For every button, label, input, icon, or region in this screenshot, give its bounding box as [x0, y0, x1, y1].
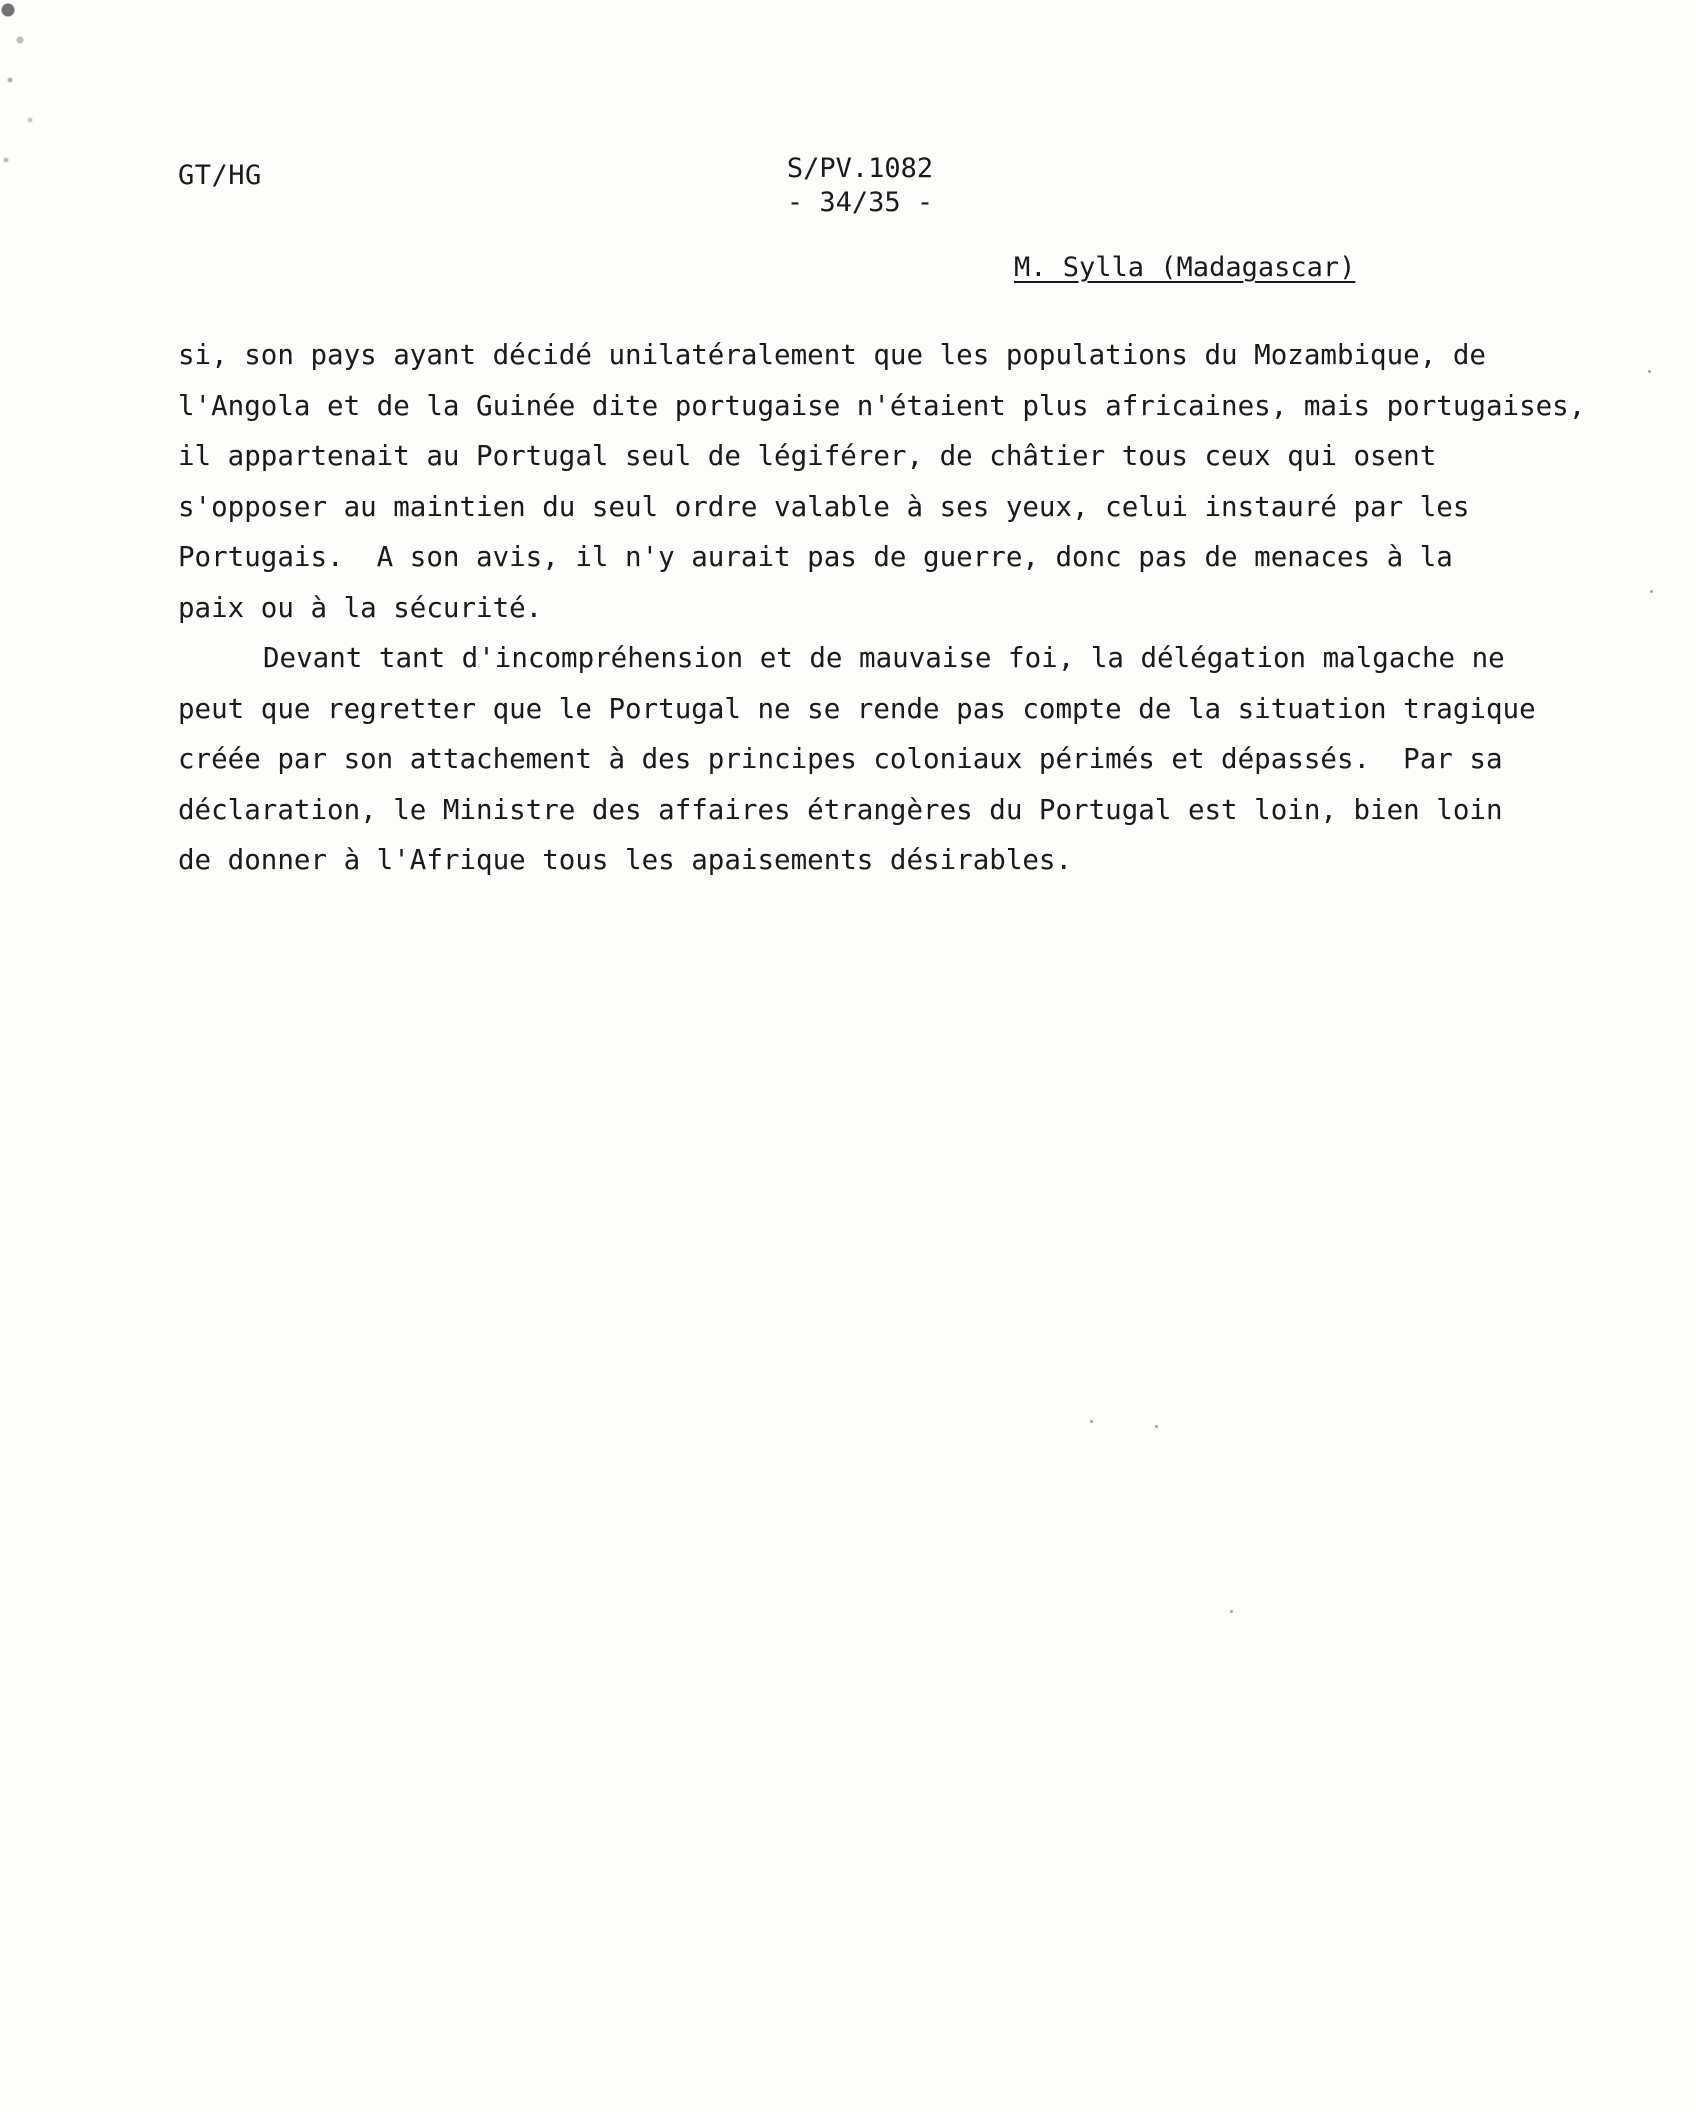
paragraph-line: peut que regretter que le Portugal ne se rende pas compte de la situation tragique [178, 692, 1536, 725]
document-body [178, 330, 1586, 886]
paragraph-line: créée par son attachement à des principes coloniaux périmés et dépassés. Par sa [178, 743, 1503, 775]
paragraph-line: Portugais. A son avis, il n'y aurait pas de guerre, donc pas de menaces à la [178, 541, 1453, 573]
header-reference: GT/HG [178, 160, 262, 191]
paragraph-line: l'Angola et de la Guinée dite portugaise n'étaient plus africaines, mais portugaises, [178, 389, 1586, 422]
scan-speck [1090, 1420, 1093, 1423]
paragraph-2 [178, 633, 1578, 886]
paragraph-line: déclaration, le Ministre des affaires étrangères du Portugal est loin, bien loin [178, 793, 1503, 826]
paragraph-line: il appartenait au Portugal seul de légiférer, de châtier tous ceux qui osent [178, 440, 1437, 472]
paragraph-1 [178, 330, 1586, 633]
paragraph-line: s'opposer au maintien du seul ordre valable à ses yeux, celui instauré par les [178, 490, 1470, 523]
speaker-name: M. Sylla (Madagascar) [1014, 252, 1356, 283]
scan-speck [1230, 1610, 1233, 1613]
scan-speck [1650, 590, 1653, 593]
document-symbol: S/PV.1082 [786, 153, 934, 184]
paragraph-line: paix ou à la sécurité. [178, 591, 543, 624]
page-number: - 34/35 - [786, 187, 934, 218]
paragraph-line: si, son pays ayant décidé unilatéralement que les populations du Mozambique, de [178, 339, 1486, 371]
scan-speck [1648, 370, 1651, 373]
paragraph-line: de donner à l'Afrique tous les apaisements désirables. [178, 844, 1073, 876]
scan-artifact [0, 0, 60, 230]
scan-speck [1155, 1425, 1158, 1428]
paragraph-line: Devant tant d'incompréhension et de mauvaise foi, la délégation malgache ne [263, 642, 1505, 674]
header-document-info [760, 152, 960, 220]
